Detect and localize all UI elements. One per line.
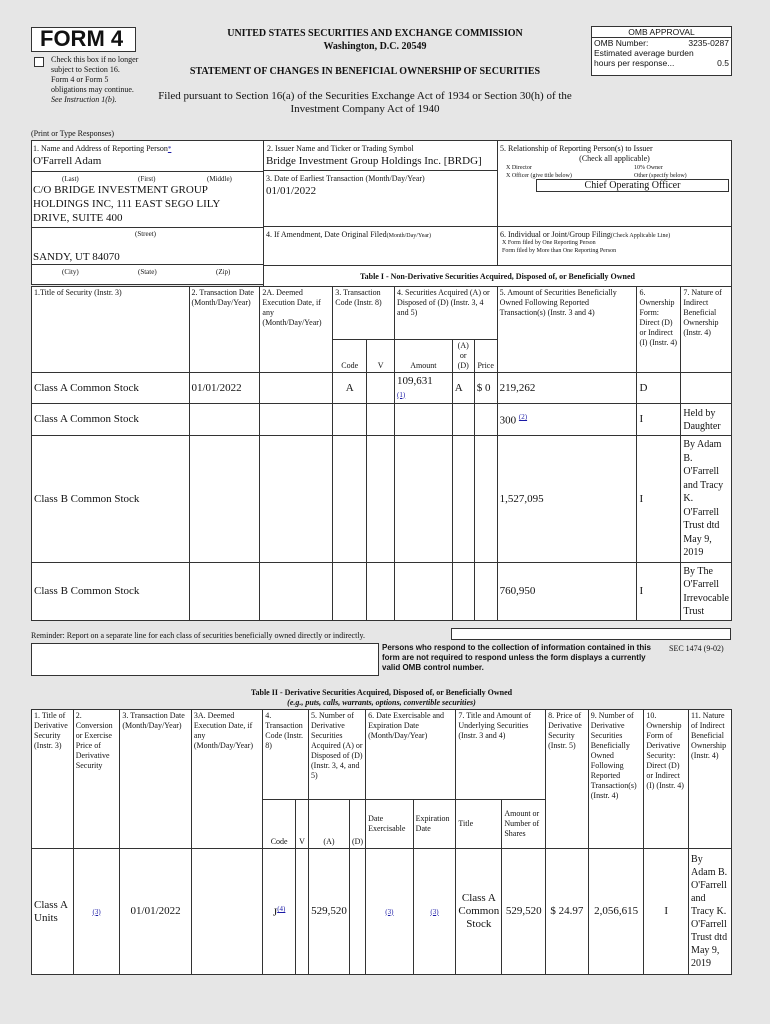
row-price bbox=[474, 436, 497, 563]
t1-col-nature: 7. Nature of Indirect Beneficial Ownership (Instr. 4) bbox=[681, 287, 732, 373]
t2-row-a: 529,520 bbox=[309, 849, 350, 975]
t2-sub-date-ex: Date Exercisable bbox=[366, 800, 414, 849]
row-aord bbox=[452, 404, 474, 436]
first-label: (First) bbox=[138, 175, 156, 183]
t2-sub-amt: Amount or Number of Shares bbox=[502, 800, 546, 849]
t2-row-code: J bbox=[272, 906, 278, 919]
relationship-sub: (Check all applicable) bbox=[579, 154, 650, 163]
t2-row-title: Class A Units bbox=[32, 849, 74, 975]
row-title: Class A Common Stock bbox=[32, 404, 190, 436]
omb-title: OMB APPROVAL bbox=[592, 27, 731, 38]
row-price: $ 0 bbox=[474, 373, 497, 404]
t2-row-conv[interactable]: (3) bbox=[92, 907, 101, 916]
t2-col-title: 1. Title of Derivative Security (Instr. 3) bbox=[32, 710, 74, 849]
omb-burden: Estimated average burden bbox=[594, 48, 694, 58]
t2-col-date: 3. Transaction Date (Month/Day/Year) bbox=[120, 710, 191, 849]
t2-row-exercisable[interactable]: (3) bbox=[385, 907, 394, 916]
row-deemed bbox=[260, 436, 333, 563]
agency-name: UNITED STATES SECURITIES AND EXCHANGE COMMISSION bbox=[227, 28, 523, 39]
table-row bbox=[32, 404, 732, 436]
t2-col-owned: 9. Number of Derivative Securities Beneficially Owned Following Reported Transaction(s) (Instr. 4) bbox=[588, 710, 644, 849]
t2-col-deemed: 3A. Deemed Execution Date, if any (Month/Day/Year) bbox=[191, 710, 262, 849]
t2-row-under-amt: 529,520 bbox=[502, 849, 546, 975]
omb-hours-row: hours per response... 0.5 bbox=[594, 58, 729, 68]
no-longer-subject-checkbox[interactable] bbox=[34, 57, 44, 67]
t1-col-acquired: 4. Securities Acquired (A) or Disposed of (D) (Instr. 3, 4 and 5) bbox=[395, 287, 498, 340]
checkbox-text: Check this box if no longer subject to Section 16. Form 4 or Form 5 obligations may continue. See Instruction 1(b). bbox=[51, 55, 139, 104]
t1-col-deemed: 2A. Deemed Execution Date, if any (Month/Day/Year) bbox=[260, 287, 333, 373]
name-divider bbox=[31, 171, 264, 172]
city-label: (City) bbox=[62, 268, 79, 276]
issuer-value: Bridge Investment Group Holdings Inc. [BRDG] bbox=[266, 155, 482, 167]
print-or-type: (Print or Type Responses) bbox=[31, 129, 115, 138]
row-owned: 219,262 bbox=[497, 373, 637, 404]
t2-sub-title: Title bbox=[456, 800, 502, 849]
row-v bbox=[367, 373, 395, 404]
row-title: Class A Common Stock bbox=[32, 373, 190, 404]
row-nature: By The O'Farrell Irrevocable Trust bbox=[681, 563, 732, 621]
t1-sub-code: Code bbox=[333, 340, 367, 373]
row-amount-cell bbox=[395, 373, 453, 404]
t2-sub-d: (D) bbox=[349, 800, 365, 849]
t2-col-code: 4. Transaction Code (Instr. 8) bbox=[263, 710, 309, 800]
state-label: (State) bbox=[138, 268, 157, 276]
filed-pursuant: Filed pursuant to Section 16(a) of the Securities Exchange Act of 1934 or Section 30(h) of the Investment Company Act of 1940 bbox=[158, 90, 572, 115]
row-amount-footnote[interactable]: (1) bbox=[397, 390, 406, 399]
row-aord: A bbox=[452, 373, 474, 404]
row-date bbox=[189, 404, 260, 436]
earliest-date-value: 01/01/2022 bbox=[266, 185, 317, 197]
table2 bbox=[31, 709, 732, 975]
row-owned: 300 bbox=[499, 414, 517, 427]
t2-row-form: I bbox=[644, 849, 689, 975]
t2-sub-v: V bbox=[296, 800, 309, 849]
issuer-label: 2. Issuer Name and Ticker or Trading Symbol bbox=[267, 144, 414, 153]
relationship-label: 5. Relationship of Reporting Person(s) to Issuer bbox=[500, 144, 653, 153]
row-code: A bbox=[333, 373, 367, 404]
sec-code: SEC 1474 (9-02) bbox=[669, 644, 724, 653]
row-date bbox=[189, 563, 260, 621]
row-aord bbox=[452, 563, 474, 621]
row-price bbox=[474, 563, 497, 621]
t2-row-expiration-cell bbox=[413, 849, 456, 975]
row-deemed bbox=[260, 404, 333, 436]
officer-option[interactable]: X Officer (give title below) bbox=[506, 173, 572, 179]
row-form: I bbox=[637, 404, 681, 436]
t2-row-owned: 2,056,615 bbox=[588, 849, 644, 975]
t2-row-conv-cell bbox=[73, 849, 120, 975]
reminder-blank-box bbox=[451, 628, 731, 640]
reporting-address: C/O BRIDGE INVESTMENT GROUP HOLDINGS INC, 111 EAST SEGO LILY DRIVE, SUITE 400 bbox=[33, 184, 220, 224]
row-title: Class B Common Stock bbox=[32, 563, 190, 621]
last-label: (Last) bbox=[62, 175, 79, 183]
row-deemed bbox=[260, 373, 333, 404]
zip-label: (Zip) bbox=[216, 268, 231, 276]
table1 bbox=[31, 286, 732, 621]
row-amount-cell bbox=[395, 563, 453, 621]
row-deemed bbox=[260, 563, 333, 621]
t2-sub-a: (A) bbox=[309, 800, 350, 849]
other-option[interactable]: Other (specify below) bbox=[634, 173, 687, 179]
filing-label: 6. Individual or Joint/Group Filing(Check Applicable Line) bbox=[500, 230, 671, 239]
street-label: (Street) bbox=[135, 230, 156, 238]
t2-row-d bbox=[349, 849, 365, 975]
row-form: D bbox=[637, 373, 681, 404]
notice-left-box bbox=[31, 643, 379, 676]
amendment-label: 4. If Amendment, Date Original Filed(Month/Day/Year) bbox=[266, 230, 432, 239]
t2-col-nature: 11. Nature of Indirect Beneficial Ownership (Instr. 4) bbox=[689, 710, 732, 849]
t2-row-nature: By Adam B. O'Farrell and Tracy K. O'Farrell Trust dtd May 9, 2019 bbox=[689, 849, 732, 975]
t2-col-price: 8. Price of Derivative Security (Instr. 5) bbox=[546, 710, 589, 849]
row-form: I bbox=[637, 436, 681, 563]
t2-row-expiration[interactable]: (3) bbox=[430, 907, 439, 916]
row-owned-cell bbox=[497, 404, 637, 436]
statement-title: STATEMENT OF CHANGES IN BENEFICIAL OWNERSHIP OF SECURITIES bbox=[189, 66, 541, 77]
t2-row-code-footnote[interactable]: (4) bbox=[277, 905, 286, 914]
t1-sub-price: Price bbox=[474, 340, 497, 373]
table-row bbox=[32, 849, 732, 975]
omb-number-row: OMB Number: 3235-0287 bbox=[594, 38, 729, 48]
row-amount-cell bbox=[395, 404, 453, 436]
row-date: 01/01/2022 bbox=[189, 373, 260, 404]
row-amount-cell bbox=[395, 436, 453, 563]
t2-col-conv: 2. Conversion or Exercise Price of Derivative Security bbox=[73, 710, 120, 849]
row-title: Class B Common Stock bbox=[32, 436, 190, 563]
t2-row-price: $ 24.97 bbox=[546, 849, 589, 975]
officer-title: Chief Operating Officer bbox=[536, 179, 729, 192]
table2-title: Table II - Derivative Securities Acquired, Disposed of, or Beneficially Owned bbox=[250, 688, 513, 697]
t2-row-date: 01/01/2022 bbox=[120, 849, 191, 975]
earliest-date-label: 3. Date of Earliest Transaction (Month/Day/Year) bbox=[266, 174, 425, 183]
table-row bbox=[32, 436, 732, 563]
row-form: I bbox=[637, 563, 681, 621]
row-owned-footnote[interactable]: (2) bbox=[518, 413, 528, 422]
t2-row-under-title: Class A Common Stock bbox=[456, 849, 502, 975]
filing-one-option[interactable]: X Form filed by One Reporting Person bbox=[502, 240, 596, 246]
row-v bbox=[367, 563, 395, 621]
row-nature: By Adam B. O'Farrell and Tracy K. O'Farrell Trust dtd May 9, 2019 bbox=[681, 436, 732, 563]
t1-col-owned: 5. Amount of Securities Beneficially Owned Following Reported Transaction(s) (Instr. 3 and 4) bbox=[497, 287, 637, 373]
table2-header-row bbox=[32, 710, 732, 800]
row-amount: 109,631 bbox=[397, 374, 433, 387]
row-date bbox=[189, 436, 260, 563]
row-nature: Held by Daughter bbox=[681, 404, 732, 436]
agency-location: Washington, D.C. 20549 bbox=[323, 41, 427, 52]
t1-col-date: 2. Transaction Date (Month/Day/Year) bbox=[189, 287, 260, 373]
t2-row-v bbox=[296, 849, 309, 975]
t2-row-code-cell bbox=[263, 849, 296, 975]
row-nature bbox=[681, 373, 732, 404]
row-code bbox=[333, 563, 367, 621]
t1-sub-amount: Amount bbox=[395, 340, 453, 373]
t1-col-title: 1.Title of Security (Instr. 3) bbox=[32, 287, 190, 373]
row-v bbox=[367, 436, 395, 563]
table-row bbox=[32, 563, 732, 621]
t1-sub-aord: (A) or (D) bbox=[452, 340, 474, 373]
t2-sub-exp: Expiration Date bbox=[413, 800, 456, 849]
t2-col-exercise: 6. Date Exercisable and Expiration Date (Month/Day/Year) bbox=[366, 710, 456, 800]
row-owned: 1,527,095 bbox=[497, 436, 637, 563]
director-option[interactable]: X Director bbox=[506, 165, 532, 171]
reporting-person-label: 1. Name and Address of Reporting Person* bbox=[33, 144, 172, 153]
row-owned: 760,950 bbox=[497, 563, 637, 621]
filing-more-option[interactable]: Form filed by More than One Reporting Person bbox=[502, 248, 617, 254]
reporting-person-name: O'Farrell Adam bbox=[33, 155, 102, 167]
t1-col-code: 3. Transaction Code (Instr. 8) bbox=[333, 287, 395, 340]
t2-col-form: 10. Ownership Form of Derivative Security: Direct (D) or Indirect (I) (Instr. 4) bbox=[644, 710, 689, 849]
form-title: FORM 4 bbox=[40, 26, 124, 51]
table1-header-row bbox=[32, 287, 732, 340]
row-code bbox=[333, 404, 367, 436]
omb-approval-box bbox=[591, 26, 732, 76]
table2-subtitle: (e.g., puts, calls, warrants, options, convertible securities) bbox=[287, 698, 476, 707]
t2-col-number: 5. Number of Derivative Securities Acquired (A) or Disposed of (D) (Instr. 3, 4, and 5) bbox=[309, 710, 366, 800]
t2-row-exercisable-cell bbox=[366, 849, 414, 975]
t2-row-deemed bbox=[191, 849, 262, 975]
table1-title: Table I - Non-Derivative Securities Acquired, Disposed of, or Beneficially Owned bbox=[263, 265, 732, 287]
address-divider bbox=[31, 227, 264, 228]
t2-col-underlying: 7. Title and Amount of Underlying Securities (Instr. 3 and 4) bbox=[456, 710, 546, 800]
row-code bbox=[333, 436, 367, 563]
row-aord bbox=[452, 436, 474, 563]
row-price bbox=[474, 404, 497, 436]
t1-sub-v: V bbox=[367, 340, 395, 373]
middle-label: (Middle) bbox=[207, 175, 232, 183]
owner-option[interactable]: 10% Owner bbox=[634, 165, 663, 171]
city-state-zip: SANDY, UT 84070 bbox=[33, 251, 120, 263]
reminder-text: Reminder: Report on a separate line for each class of securities beneficially owned directly or indirectly. bbox=[31, 631, 366, 640]
t2-sub-code: Code bbox=[263, 800, 296, 849]
city-divider bbox=[31, 264, 264, 265]
table-row bbox=[32, 373, 732, 404]
notice-text: Persons who respond to the collection of information contained in this form are not required to respond unless the form displays a currently valid OMB control number. bbox=[382, 643, 651, 672]
row-v bbox=[367, 404, 395, 436]
t1-col-form: 6. Ownership Form: Direct (D) or Indirect (I) (Instr. 4) bbox=[637, 287, 681, 373]
